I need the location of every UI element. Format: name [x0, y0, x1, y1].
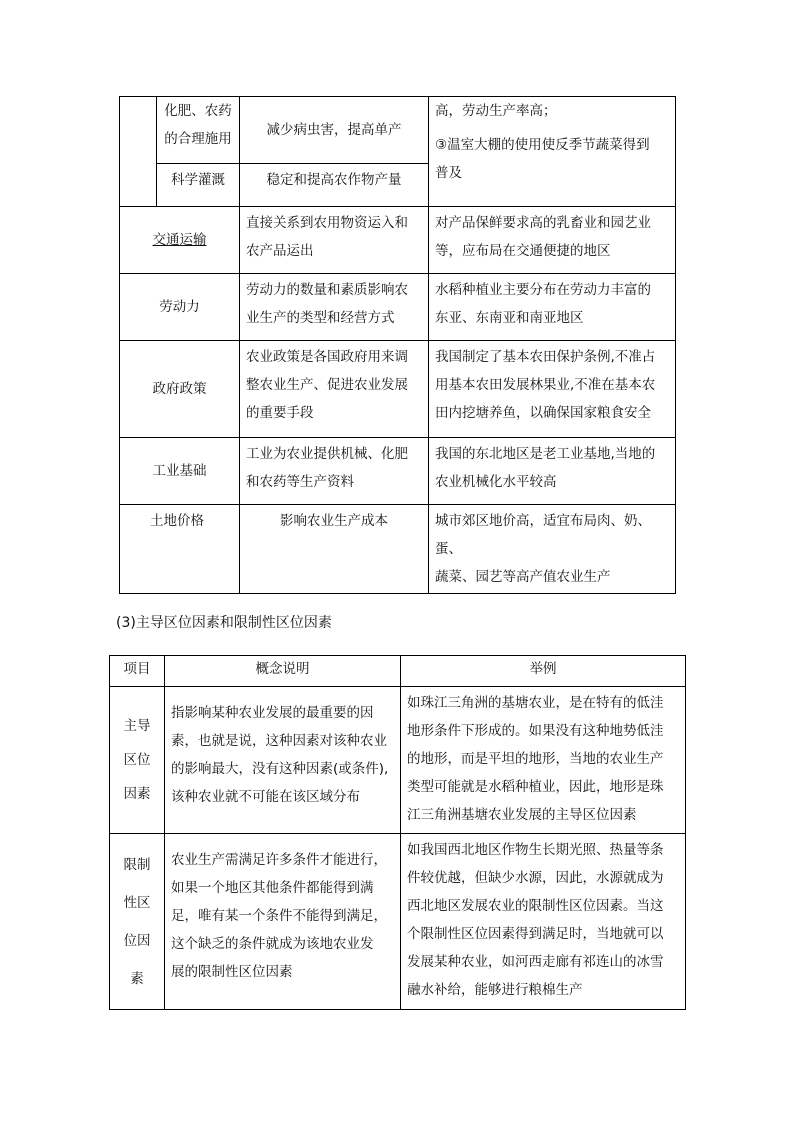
cell-text: 土地价格: [150, 513, 204, 529]
factors-table: [119, 96, 676, 594]
cell-line: 个限制性区位因素得到满足时，当地就可以: [407, 926, 664, 942]
effect-cell: [240, 438, 429, 505]
cell-line: 农业机械化水平较高: [435, 474, 557, 490]
location-factors-table: [109, 655, 686, 1010]
cell-line: 业生产的类型和经营方式: [246, 310, 395, 326]
example-cell: [429, 207, 676, 274]
example-cell: [429, 505, 676, 594]
cell-line: 展的限制性区位因素: [171, 964, 293, 980]
cell-line: 普及: [435, 165, 462, 181]
effect-cell: [240, 274, 429, 341]
cell-line: ③温室大棚的使用使反季节蔬菜得到: [435, 137, 650, 153]
factor-cell: [120, 207, 240, 274]
cell-line: 城市郊区地价高，适宜布局肉、奶、蛋、: [435, 513, 651, 557]
example-cell: [401, 834, 686, 1010]
cell-text: 政府政策: [152, 381, 207, 397]
cell-line: 足，唯有某一个条件不能得到满足，: [171, 908, 387, 924]
factor-cell-blank: [120, 97, 157, 207]
cell-line: 这个缺乏的条件就成为该地农业发: [171, 936, 374, 952]
table-row: [120, 97, 676, 164]
cell-line: 我国制定了基本农田保护条例,不准占: [435, 349, 656, 365]
cell-line: 江三角洲基塘农业发展的主导区位因素: [407, 807, 637, 823]
cell-line: 主导: [123, 718, 151, 734]
sub-factor-irrigation: [157, 164, 240, 207]
effect-cell: [240, 207, 429, 274]
cell-line: 限制: [123, 856, 151, 873]
cell-line: 性区: [123, 894, 151, 911]
cell-line: 素，也就是说，这种因素对该种农业: [171, 733, 387, 749]
cell-line: 如果一个地区其他条件都能得到满: [171, 880, 374, 896]
cell-line: 和农药等生产资料: [246, 474, 354, 490]
cell-line: 的影响最大，没有这种因素(或条件),: [171, 761, 389, 777]
cell-text: 劳动力: [159, 299, 200, 315]
cell-line: 如我国西北地区作物生长期光照、热量等条: [407, 842, 664, 858]
cell-line: 件较优越，但缺少水源，因此，水源就成为: [407, 870, 664, 886]
table-row: [120, 274, 676, 341]
factor-cell: [120, 438, 240, 505]
cell-line: 水稻种植业主要分布在劳动力丰富的: [435, 282, 651, 298]
cell-line: 发展某种农业，如河西走廊有祁连山的冰雪: [407, 954, 664, 970]
cell-line: 蔬菜、园艺等高产值农业生产: [435, 569, 611, 585]
effect-cell: [240, 164, 429, 207]
cell-line: 我国的东北地区是老工业基地,当地的: [435, 446, 656, 462]
factor-cell: [120, 274, 240, 341]
cell-text: 科学灌溉: [171, 172, 225, 188]
table-header-row: [110, 656, 686, 687]
cell-text: 减少病虫害，提高单产: [266, 122, 402, 138]
example-cell: [429, 274, 676, 341]
header-example: [401, 656, 686, 687]
cell-line: 的合理施用: [164, 131, 232, 147]
cell-line: 东亚、东南亚和南亚地区: [435, 310, 584, 326]
cell-line: 工业为农业提供机械、化肥: [246, 446, 408, 462]
item-cell: [110, 834, 165, 1010]
cell-line: 用基本农田发展林果业,不准在基本农: [435, 377, 656, 393]
cell-line: 劳动力的数量和素质影响农: [246, 282, 408, 298]
concept-cell: [165, 687, 401, 834]
header-text: 概念说明: [255, 661, 310, 677]
effect-cell: [240, 341, 429, 438]
table-row: [120, 505, 676, 594]
header-text: 举例: [529, 661, 557, 677]
cell-line: 等，应布局在交通便捷的地区: [435, 243, 611, 259]
cell-line: 融水补给，能够进行粮棉生产: [407, 982, 583, 998]
table-row: [120, 207, 676, 274]
cell-line: 化肥、农药: [164, 103, 232, 119]
table-row: [110, 834, 686, 1010]
cell-line: 因素: [123, 786, 151, 802]
cell-line: 素: [130, 970, 144, 987]
cell-line: 如珠江三角洲的基塘农业，是在特有的低洼: [407, 695, 664, 711]
sub-factor-fertilizer: [157, 97, 240, 164]
header-item: [110, 656, 165, 687]
effect-cell: [240, 505, 429, 594]
cell-line: 田内挖塘养鱼，以确保国家粮食安全: [435, 405, 651, 421]
cell-text: 影响农业生产成本: [280, 513, 388, 529]
cell-line: 整农业生产、促进农业发展: [246, 377, 408, 393]
cell-line: 类型可能就是水稻种植业，因此，地形是珠: [407, 779, 664, 795]
table-row: [120, 438, 676, 505]
cell-text: 稳定和提高农作物产量: [266, 172, 402, 188]
table-row: [110, 687, 686, 834]
cell-line: 农业政策是各国政府用来调: [246, 349, 408, 365]
cell-line: 农业生产需满足许多条件才能进行，: [171, 852, 387, 868]
cell-line: 地形条件下形成的。如果没有这种地势低洼: [407, 723, 664, 739]
cell-line: 对产品保鲜要求高的乳畜业和园艺业: [435, 215, 651, 231]
cell-line: 位因: [123, 932, 151, 949]
factor-cell: [120, 341, 240, 438]
example-cell: [429, 341, 676, 438]
header-concept: [165, 656, 401, 687]
cell-line: 西北地区发展农业的限制性区位因素。当这: [407, 898, 664, 914]
factor-cell: [120, 505, 240, 594]
section-caption: (3)主导区位因素和限制性区位因素: [116, 615, 332, 631]
cell-line: 农产品运出: [246, 243, 314, 259]
cell-line: 指影响某种农业发展的最重要的因: [171, 705, 374, 721]
table-row: [120, 341, 676, 438]
cell-line: 该种农业就不可能在该区域分布: [171, 789, 360, 805]
cell-line: 区位: [123, 752, 151, 768]
example-cell: [429, 97, 676, 207]
cell-text: 工业基础: [152, 463, 207, 479]
example-cell: [401, 687, 686, 834]
item-cell: [110, 687, 165, 834]
cell-line: 的地形，而是平坦的地形，当地的农业生产: [407, 751, 664, 767]
cell-line: 的重要手段: [246, 405, 314, 421]
example-cell: [429, 438, 676, 505]
cell-line: 直接关系到农用物资运入和: [246, 215, 408, 231]
effect-cell: [240, 97, 429, 164]
header-text: 项目: [123, 661, 151, 677]
concept-cell: [165, 834, 401, 1010]
cell-line: 高，劳动生产率高；: [435, 103, 557, 119]
cell-text: 交通运输: [152, 232, 207, 248]
